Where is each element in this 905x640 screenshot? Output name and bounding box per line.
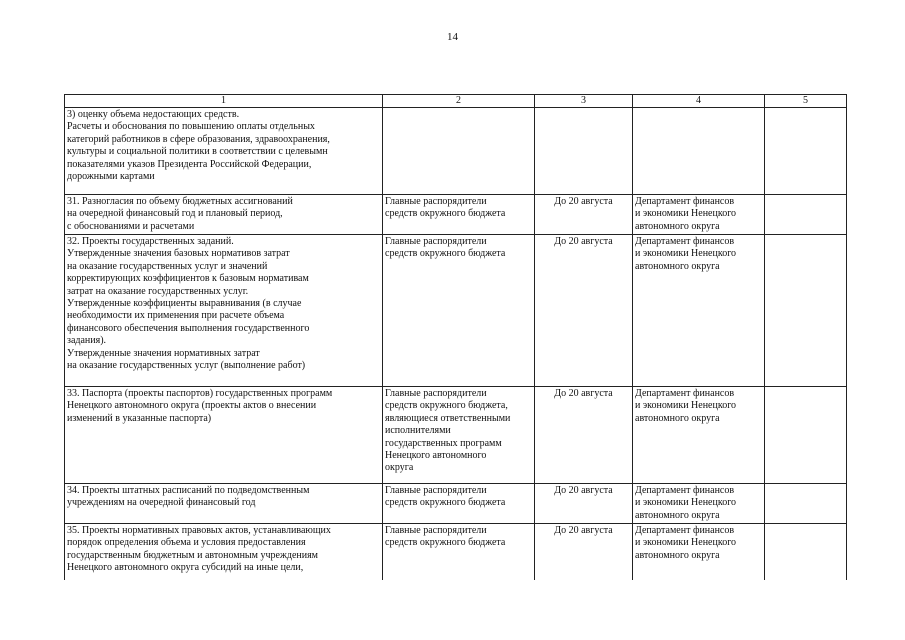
table-row [65, 484, 847, 524]
cell-col-1 [65, 195, 383, 235]
cell-line: и экономики Ненецкого [635, 208, 737, 220]
column-header-2: 2 [383, 95, 535, 108]
cell-line: средств окружного бюджета, [385, 400, 508, 412]
cell-line: средств окружного бюджета [385, 537, 506, 549]
page-number: 14 [447, 31, 458, 43]
cell-col-1 [65, 524, 383, 580]
cell-line: До 20 августа [554, 196, 613, 207]
cell-line: автономного округа [635, 509, 720, 521]
cell-line: Главные распорядители [385, 236, 487, 247]
cell-line: корректирующих коэффициентов к базовым нормативам [67, 273, 309, 285]
cell-line: изменений в указанные паспорта) [67, 412, 212, 424]
cell-line: Утвержденные значения нормативных затрат [67, 347, 260, 359]
cell-col-3 [535, 524, 633, 580]
cell-col-3 [535, 387, 633, 484]
cell-line: До 20 августа [554, 525, 613, 536]
header-row [65, 95, 847, 108]
table-row [65, 195, 847, 235]
cell-line: Утвержденные значения базовых нормативов затрат [67, 248, 290, 260]
cell-line: Департамент финансов [635, 388, 735, 399]
cell-line: 32. Проекты государственных заданий. [67, 236, 234, 247]
cell-line: средств окружного бюджета [385, 497, 506, 509]
cell-col-4 [633, 195, 765, 235]
column-header-4: 4 [633, 95, 765, 108]
cell-line: являющиеся ответственными [385, 412, 511, 424]
cell-line: задания). [67, 335, 107, 347]
cell-line: 31. Разногласия по объему бюджетных ассигнований [67, 196, 293, 207]
cell-line: с обоснованиями и расчетами [67, 220, 195, 232]
cell-col-5 [765, 387, 847, 484]
table-row [65, 524, 847, 580]
cell-line: на оказание государственных услуг и значений [67, 260, 268, 272]
cell-line: Главные распорядители [385, 525, 487, 536]
cell-line: Департамент финансов [635, 196, 735, 207]
cell-line: и экономики Ненецкого [635, 400, 737, 412]
cell-col-1 [65, 387, 383, 484]
cell-line: Департамент финансов [635, 485, 735, 496]
cell-line: средств окружного бюджета [385, 208, 506, 220]
cell-line: порядок определения объема и условия предоставления [67, 537, 306, 549]
cell-line: дорожными картами [67, 171, 155, 183]
cell-col-1 [65, 235, 383, 387]
cell-line: и экономики Ненецкого [635, 248, 737, 260]
cell-col-2 [383, 235, 535, 387]
cell-line: До 20 августа [554, 388, 613, 399]
cell-line: автономного округа [635, 260, 720, 272]
cell-col-3 [535, 235, 633, 387]
cell-line: государственных программ [385, 437, 502, 449]
cell-line: необходимости их применения при расчете объема [67, 310, 285, 322]
cell-line: 3) оценку объема недостающих средств. [67, 109, 240, 120]
cell-line: автономного округа [635, 549, 720, 561]
cell-line: и экономики Ненецкого [635, 497, 737, 509]
cell-col-2 [383, 195, 535, 235]
cell-line: Департамент финансов [635, 236, 735, 247]
cell-line: на очередной финансовый год и плановый период, [67, 208, 283, 220]
cell-col-5 [765, 235, 847, 387]
cell-line: и экономики Ненецкого [635, 537, 737, 549]
document-table [64, 94, 847, 580]
cell-line: округа [385, 462, 414, 474]
cell-line: 34. Проекты штатных расписаний по подведомственным [67, 485, 310, 496]
cell-col-4 [633, 108, 765, 195]
cell-line: Ненецкого автономного округа (проекты актов о внесении [67, 400, 317, 412]
cell-col-3 [535, 108, 633, 195]
cell-col-4 [633, 235, 765, 387]
cell-line: До 20 августа [554, 485, 613, 496]
cell-col-5 [765, 484, 847, 524]
cell-col-4 [633, 484, 765, 524]
cell-line: средств окружного бюджета [385, 248, 506, 260]
cell-line: исполнителями [385, 425, 451, 437]
cell-line: Главные распорядители [385, 196, 487, 207]
table-row [65, 108, 847, 195]
cell-col-4 [633, 387, 765, 484]
cell-line: культуры и социальной политики в соответствии с целевымн [67, 146, 328, 158]
cell-line: учреждениям на очередной финансовый год [67, 497, 256, 509]
cell-col-3 [535, 484, 633, 524]
cell-line: Главные распорядители [385, 388, 487, 399]
cell-col-5 [765, 108, 847, 195]
cell-line: автономного округа [635, 412, 720, 424]
cell-col-5 [765, 524, 847, 580]
cell-line: государственным бюджетным и автономным учреждениям [67, 549, 319, 561]
column-header-3: 3 [535, 95, 633, 108]
cell-line: До 20 августа [554, 236, 613, 247]
cell-col-2 [383, 387, 535, 484]
cell-line: показателями указов Президента Российской Федерации, [67, 158, 312, 170]
cell-line: Ненецкого автономного округа субсидий на иные цели, [67, 562, 304, 574]
cell-col-2 [383, 524, 535, 580]
table-row [65, 387, 847, 484]
cell-col-3 [535, 195, 633, 235]
table-row [65, 235, 847, 387]
cell-line: затрат на оказание государственных услуг. [67, 285, 249, 297]
cell-line: Ненецкого автономного [385, 450, 487, 462]
cell-col-5 [765, 195, 847, 235]
cell-line: категорий работников в сфере образования, здравоохранения, [67, 133, 330, 145]
cell-col-1 [65, 484, 383, 524]
cell-col-2 [383, 108, 535, 195]
cell-line: Утвержденные коэффициенты выравнивания (в случае [67, 298, 302, 310]
column-header-5: 5 [765, 95, 847, 108]
cell-line: на оказание государственных услуг (выполнение работ) [67, 360, 306, 372]
cell-col-1 [65, 108, 383, 195]
column-header-1: 1 [65, 95, 383, 108]
cell-line: Департамент финансов [635, 525, 735, 536]
cell-line: финансового обеспечения выполнения государственного [67, 322, 310, 334]
cell-line: Главные распорядители [385, 485, 487, 496]
cell-line: автономного округа [635, 220, 720, 232]
cell-col-4 [633, 524, 765, 580]
cell-col-2 [383, 484, 535, 524]
cell-line: 35. Проекты нормативных правовых актов, устанавливающих [67, 525, 331, 536]
cell-line: 33. Паспорта (проекты паспортов) государственных программ [67, 388, 333, 399]
cell-line: Расчеты и обоснования по повышению оплаты отдельных [67, 121, 315, 133]
